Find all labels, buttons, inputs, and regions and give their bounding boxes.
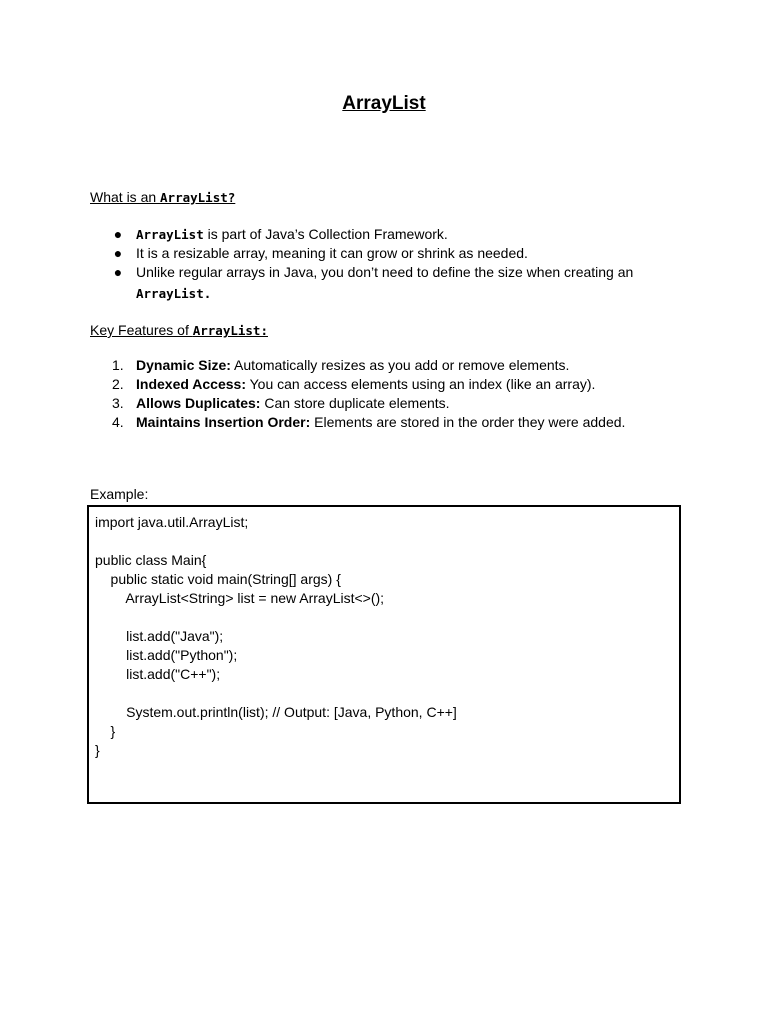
code-line: } xyxy=(95,742,100,758)
example-label: Example: xyxy=(90,486,149,502)
code-line: public static void main(String[] args) { xyxy=(95,571,341,587)
feature-item xyxy=(112,413,712,432)
code-line: import java.util.ArrayList; xyxy=(95,514,249,530)
code-line xyxy=(95,532,673,551)
code-line: ArrayList<String> list = new ArrayList<>(); xyxy=(95,590,385,606)
feature-name: Indexed Access: xyxy=(136,376,246,392)
code-line: public class Main{ xyxy=(95,552,207,568)
feature-description: You can access elements using an index (like an array). xyxy=(245,376,596,392)
bullet-text: It is a resizable array, meaning it can grow or shrink as needed. xyxy=(136,245,528,261)
bullet-item xyxy=(112,263,672,303)
page-title: ArrayList xyxy=(342,93,426,114)
features-heading-code: ArrayList: xyxy=(192,323,268,338)
bullet-text: is part of Java’s Collection Framework. xyxy=(203,226,448,242)
feature-item xyxy=(112,375,712,394)
feature-number: 2. xyxy=(112,376,124,392)
what-is-heading-code: ArrayList? xyxy=(160,190,236,205)
code-line: System.out.println(list); // Output: [Java, Python, C++] xyxy=(95,704,457,720)
features-heading xyxy=(90,321,268,340)
feature-name: Dynamic Size: xyxy=(136,357,231,373)
code-line xyxy=(95,684,673,703)
features-heading-prefix: Key Features of xyxy=(90,322,193,338)
code-line xyxy=(95,608,673,627)
what-is-bullet-list xyxy=(112,225,672,303)
code-lines xyxy=(95,513,673,760)
feature-name: Maintains Insertion Order: xyxy=(136,414,311,430)
what-is-heading xyxy=(90,188,235,207)
what-is-heading-prefix: What is an xyxy=(90,189,161,205)
code-line: list.add("Java"); xyxy=(95,628,224,644)
feature-item xyxy=(112,394,712,413)
bullet-item xyxy=(112,244,672,263)
feature-number: 4. xyxy=(112,414,124,430)
feature-item xyxy=(112,356,712,375)
feature-number: 1. xyxy=(112,357,124,373)
feature-name: Allows Duplicates: xyxy=(136,395,261,411)
bullet-icon: ● xyxy=(113,245,123,261)
code-line: list.add("C++"); xyxy=(95,666,221,682)
code-line: } xyxy=(95,723,116,739)
bullet-item xyxy=(112,225,672,244)
feature-number: 3. xyxy=(112,395,124,411)
bullet-text: Unlike regular arrays in Java, you don’t need to define the size when creating an xyxy=(136,264,634,280)
code-line: list.add("Python"); xyxy=(95,647,238,663)
bullet-code-continuation: ArrayList. xyxy=(136,286,212,301)
bullet-code: ArrayList xyxy=(136,227,204,242)
feature-description: Elements are stored in the order they were added. xyxy=(310,414,626,430)
features-list xyxy=(112,356,712,432)
feature-description: Can store duplicate elements. xyxy=(260,395,450,411)
bullet-icon: ● xyxy=(113,264,123,280)
bullet-icon: ● xyxy=(113,226,123,242)
feature-description: Automatically resizes as you add or remove elements. xyxy=(230,357,570,373)
code-example-box xyxy=(87,505,681,804)
